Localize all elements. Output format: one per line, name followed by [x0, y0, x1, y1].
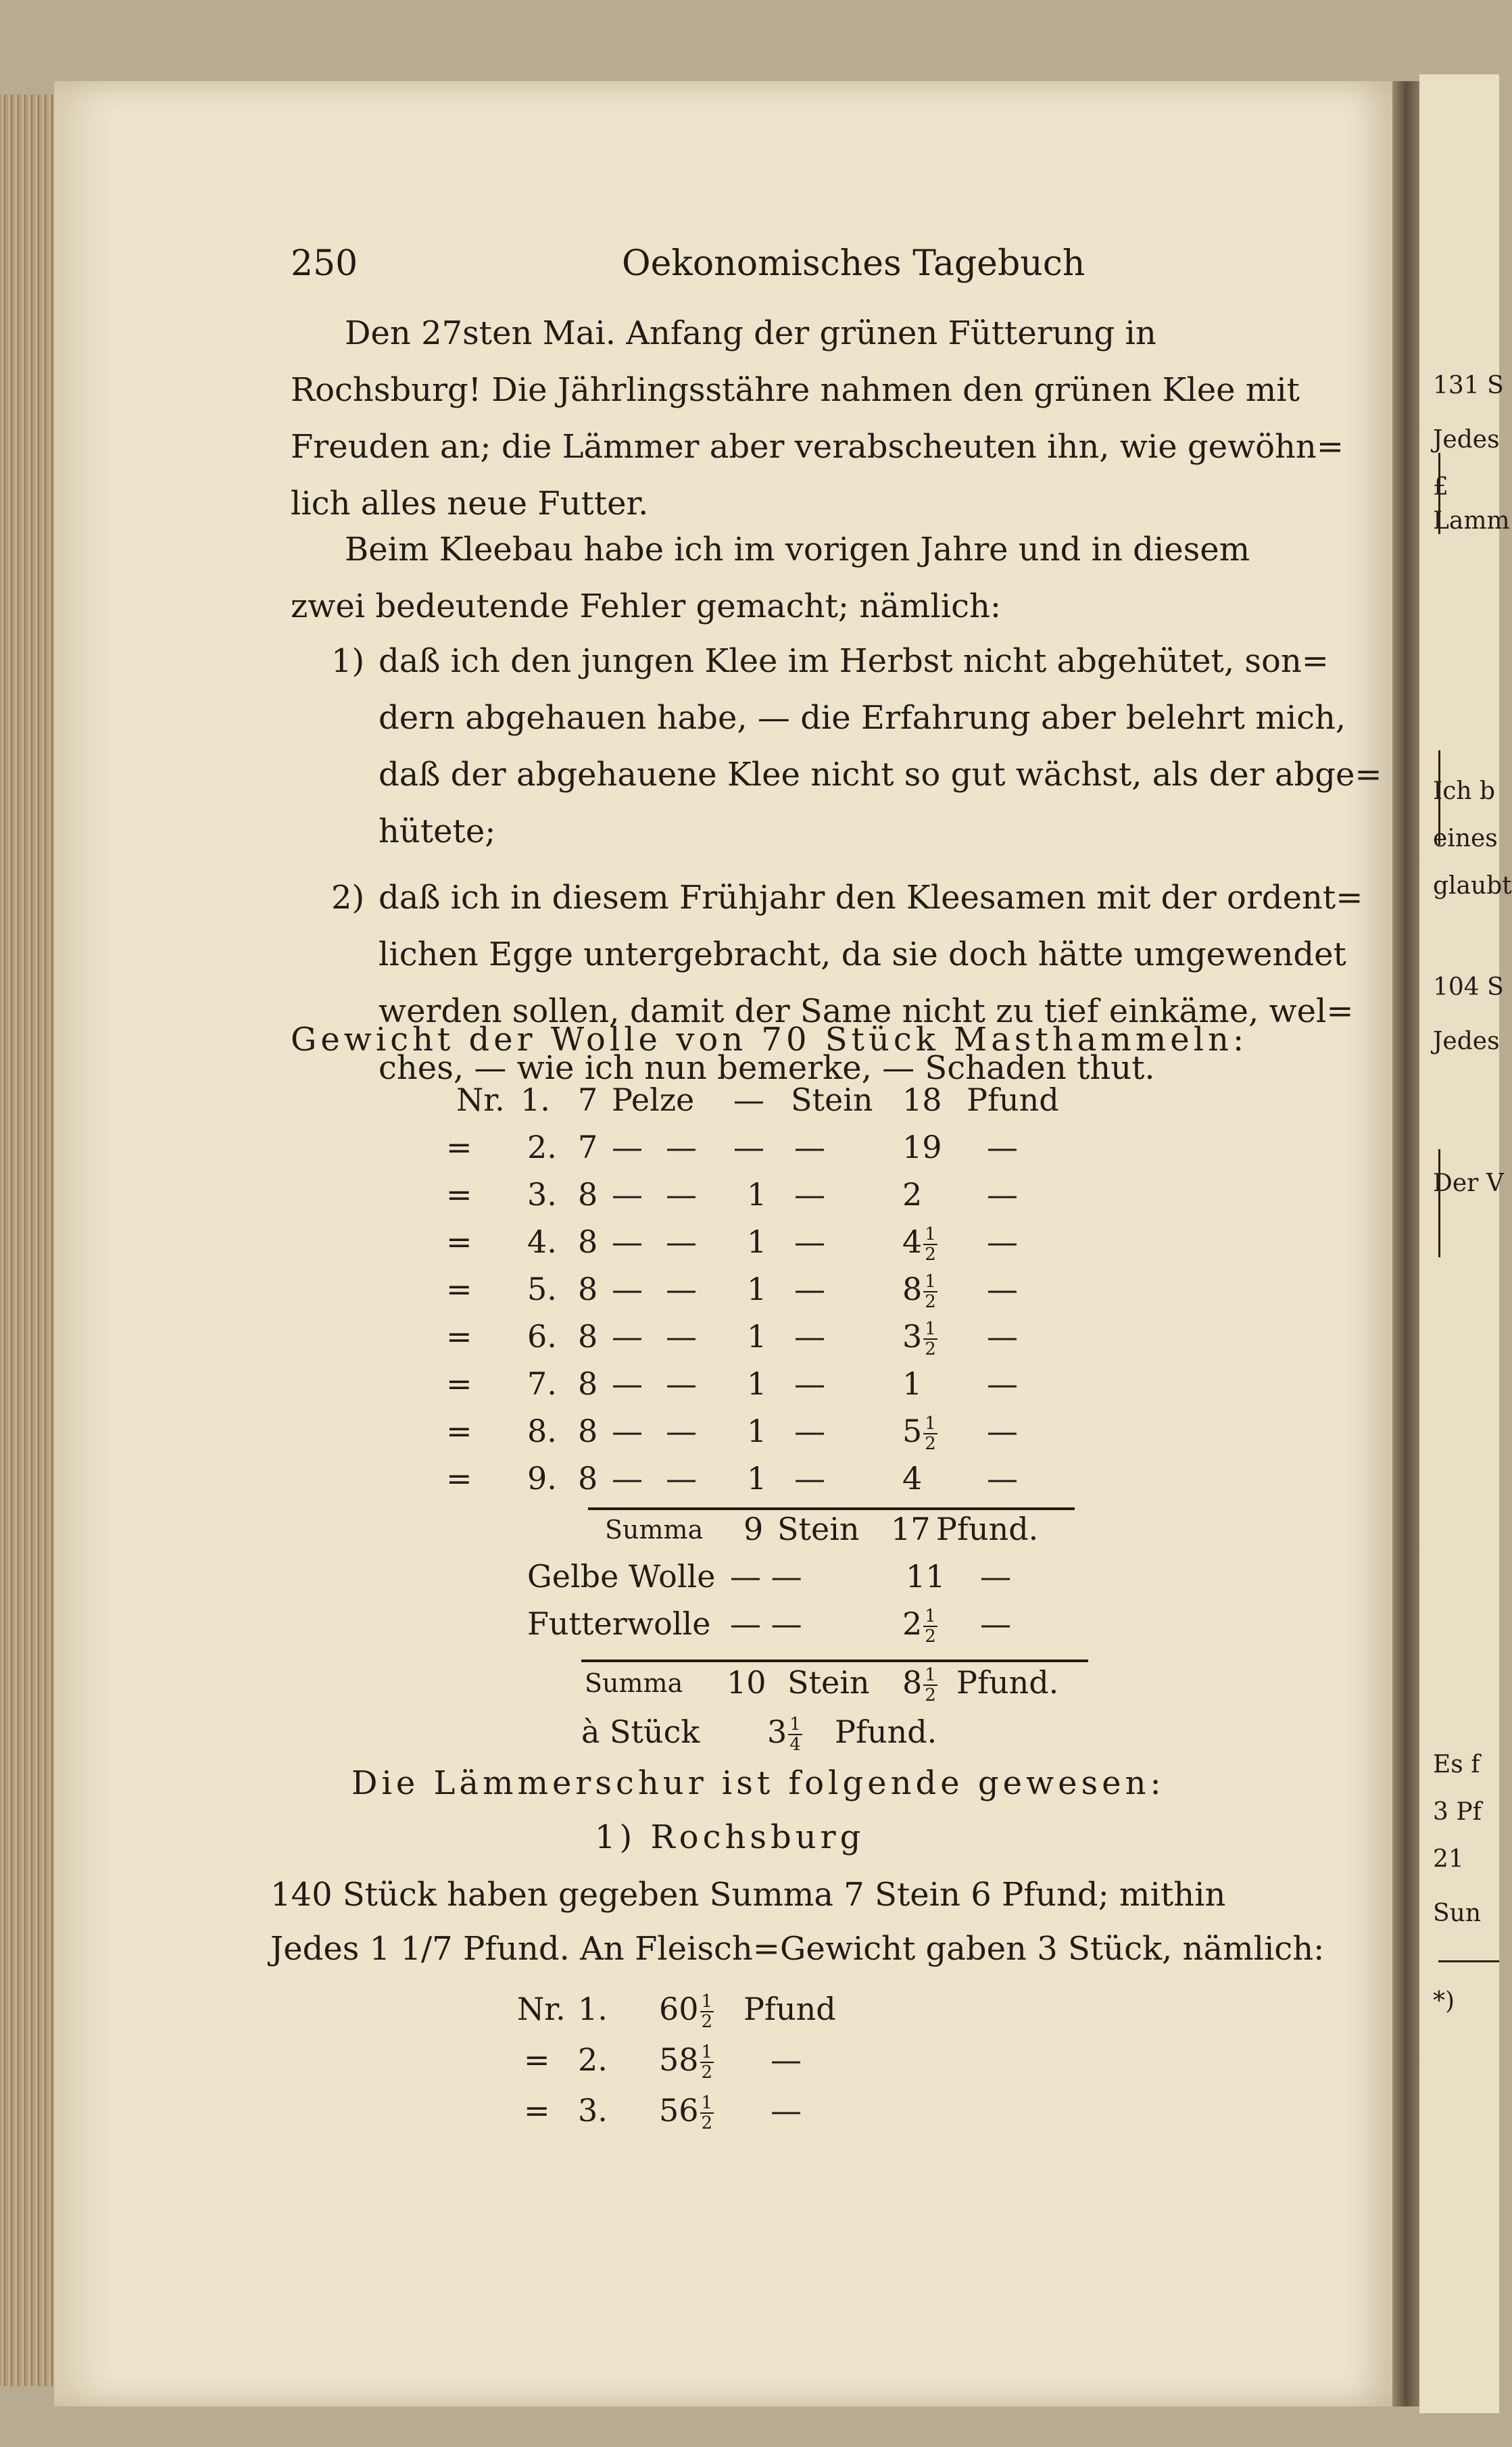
- pfund-dash: —: [794, 1365, 825, 1402]
- pfund-unit: —: [987, 1460, 1018, 1497]
- pelze-label: —: [612, 1365, 643, 1402]
- paragraph-1-line: Rochsburg! Die Jährlingsstähre nahmen den grünen Klee mit: [291, 371, 1300, 409]
- fraction-denominator: 2: [925, 1626, 936, 1647]
- pfund-value: 4 $\frac{1}{2}$: [902, 1224, 936, 1265]
- stein-value: 1: [747, 1271, 767, 1307]
- adjacent-page-text: Ich b: [1433, 777, 1496, 805]
- fraction: [923, 1607, 937, 1646]
- pfund-word: Pfund.: [936, 1511, 1039, 1547]
- futterwolle-row: [0, 1605, 1149, 1646]
- futter-value: 2 $\frac{1}{2}$: [902, 1605, 936, 1647]
- lamb-heading: Die Lämmerschur ist folgende gewesen:: [351, 1764, 1165, 1802]
- pfund-value: 3 $\frac{1}{2}$: [902, 1318, 936, 1359]
- fraction-numerator: 1: [701, 2093, 713, 2113]
- weight-value: 60 $\frac{1}{2}$: [659, 1991, 713, 2032]
- summa-stein: 10: [727, 1664, 766, 1701]
- page-number: 250: [291, 243, 358, 284]
- list-number: 1): [331, 642, 365, 680]
- adjacent-page-text: Lamm: [1433, 507, 1510, 535]
- row-number: 3.: [527, 1176, 557, 1213]
- book-gutter: [1392, 81, 1419, 2406]
- pelze-count: 8: [578, 1318, 598, 1355]
- pelze-count: 8: [578, 1224, 598, 1260]
- running-title: Oekonomisches Tagebuch: [622, 243, 1086, 284]
- per-piece-label: à Stück: [581, 1714, 700, 1750]
- pfund-unit: —: [987, 1413, 1018, 1449]
- row-mark: =: [524, 2041, 550, 2078]
- pelze-count: 7: [578, 1129, 598, 1165]
- fraction-numerator: 1: [701, 1991, 713, 2012]
- pelze-count: 8: [578, 1271, 598, 1307]
- fraction: [700, 2043, 714, 2082]
- row-number: 5.: [527, 1271, 557, 1307]
- row-number: 6.: [527, 1318, 557, 1355]
- row-mark: =: [446, 1176, 472, 1213]
- fraction-denominator: 2: [925, 1244, 936, 1265]
- pfund-value: 2: [902, 1176, 923, 1213]
- pfund-dash: —: [794, 1271, 825, 1307]
- fraction-numerator: 1: [925, 1665, 936, 1685]
- pelze-count: 8: [578, 1365, 598, 1402]
- fraction-numerator: 1: [925, 1319, 936, 1339]
- pfund-value: 1: [902, 1365, 923, 1402]
- lamb-subheading: 1) Rochsburg: [595, 1818, 865, 1856]
- stein-value: 1: [747, 1365, 767, 1402]
- adjacent-page-rule: [1438, 1960, 1499, 1962]
- row-mark: =: [446, 1224, 472, 1260]
- adjacent-page-text: glaubt: [1433, 872, 1512, 900]
- per-piece-row: [0, 1714, 1149, 1754]
- row-number: 2.: [578, 2041, 608, 2078]
- stein-value: 1: [747, 1413, 767, 1449]
- pfund-unit: Pfund: [967, 1082, 1059, 1118]
- fraction: [923, 1666, 937, 1705]
- pfund-value: 4: [902, 1460, 923, 1497]
- pfund-unit: —: [987, 1176, 1018, 1213]
- adjacent-page-text: £: [1433, 473, 1448, 501]
- weight-value: 56 $\frac{1}{2}$: [659, 2092, 713, 2133]
- dash: — —: [730, 1605, 802, 1642]
- row-number: 1.: [578, 1991, 608, 2027]
- adjacent-page-rule: [1438, 453, 1440, 534]
- adjacent-page-rule: [1438, 1149, 1440, 1257]
- pfund-dash: —: [666, 1176, 697, 1213]
- fraction: [700, 1992, 714, 2031]
- fraction-numerator: 1: [925, 1606, 936, 1626]
- pelze-count: 8: [578, 1413, 598, 1449]
- table-row: [0, 1176, 1149, 1217]
- pfund-unit: —: [987, 1271, 1018, 1307]
- table-row: [0, 1318, 1149, 1359]
- fraction-denominator: 2: [701, 2062, 713, 2083]
- per-piece-value: 3 $\frac{1}{4}$: [767, 1714, 801, 1755]
- dash: — —: [730, 1558, 802, 1595]
- pfund-unit: —: [987, 1365, 1018, 1402]
- list-item-line: ches, — wie ich nun bemerke, — Schaden thut.: [379, 1049, 1155, 1087]
- fraction-denominator: 2: [925, 1434, 936, 1454]
- pfund-dash: —: [794, 1318, 825, 1355]
- pelze-label: —: [612, 1413, 643, 1449]
- adjacent-page-fragment: [1419, 74, 1512, 2413]
- pfund-value: 8 $\frac{1}{2}$: [902, 1271, 936, 1312]
- row-mark: =: [524, 2092, 550, 2129]
- adjacent-page-text: Jedes: [1433, 1027, 1500, 1055]
- pelze-count: 7: [578, 1082, 598, 1118]
- fraction-numerator: 1: [701, 2042, 713, 2062]
- pelze-count: 8: [578, 1176, 598, 1213]
- pfund-dash: —: [666, 1460, 697, 1497]
- lamb-table-row: [0, 1991, 1149, 2031]
- pfund-dash: —: [666, 1271, 697, 1307]
- weight-unit: —: [771, 2041, 802, 2078]
- list-item-line: daß der abgehauene Klee nicht so gut wächst, als der abge=: [379, 756, 1382, 794]
- adjacent-page-text: eines: [1433, 825, 1498, 852]
- row-mark: =: [446, 1129, 472, 1165]
- fraction: [788, 1715, 802, 1754]
- summary-rule: [581, 1659, 1088, 1662]
- pelze-label: —: [612, 1224, 643, 1260]
- pfund-dash: —: [794, 1413, 825, 1449]
- list-item-line: dern abgehauen habe, — die Erfahrung aber belehrt mich,: [379, 699, 1346, 737]
- row-number: 9.: [527, 1460, 557, 1497]
- stein-value: —: [794, 1129, 825, 1165]
- pfund-value: 5 $\frac{1}{2}$: [902, 1413, 936, 1454]
- stein-dash: —: [733, 1129, 764, 1165]
- pfund-dash: —: [794, 1224, 825, 1260]
- futter-label: Futterwolle: [527, 1605, 711, 1642]
- fraction-numerator: 1: [789, 1714, 801, 1735]
- fraction-denominator: 2: [701, 2113, 713, 2133]
- table-row: [0, 1271, 1149, 1311]
- fraction-denominator: 2: [925, 1292, 936, 1312]
- row-number: 7.: [527, 1365, 557, 1402]
- fraction: [923, 1225, 937, 1264]
- list-item-line: daß ich den jungen Klee im Herbst nicht abgehütet, son=: [379, 642, 1329, 680]
- pfund-dash: —: [666, 1413, 697, 1449]
- pelze-label: —: [612, 1460, 643, 1497]
- row-mark: Nr.: [517, 1991, 566, 2027]
- pfund-dash: —: [666, 1129, 697, 1165]
- adjacent-page-text: Jedes: [1433, 426, 1500, 454]
- summa-stein: 9: [743, 1511, 764, 1547]
- gelbe-label: Gelbe Wolle: [527, 1558, 716, 1595]
- wool-table-heading: Gewicht der Wolle von 70 Stück Masthammeln:: [291, 1021, 1248, 1059]
- paragraph-1-line: lich alles neue Futter.: [291, 485, 649, 523]
- summa-total-row: [0, 1664, 1149, 1705]
- fraction-numerator: 1: [925, 1413, 936, 1434]
- pelze-label: —: [612, 1176, 643, 1213]
- pfund-dash: —: [666, 1365, 697, 1402]
- weight-value: 58 $\frac{1}{2}$: [659, 2041, 713, 2083]
- gelbe-value: 11: [906, 1558, 946, 1595]
- paragraph-1-line: Freuden an; die Lämmer aber verabscheuten ihn, wie gewöhn=: [291, 428, 1344, 466]
- fraction: [923, 1319, 937, 1359]
- adjacent-page-text: 131 S: [1433, 372, 1504, 399]
- adjacent-page-text: *): [1433, 1987, 1455, 2015]
- fraction: [700, 2093, 714, 2133]
- adjacent-page-text: Es f: [1433, 1751, 1480, 1778]
- paragraph-2-line: Beim Kleebau habe ich im vorigen Jahre und in diesem: [345, 531, 1250, 568]
- stein-value: 1: [747, 1224, 767, 1260]
- stein-value: 1: [747, 1176, 767, 1213]
- pfund-dash: —: [666, 1224, 697, 1260]
- row-number: 1.: [520, 1082, 550, 1118]
- adjacent-page-text: 104 S: [1433, 973, 1504, 1001]
- list-item-line: werden sollen, damit der Same nicht zu tief einkäme, wel=: [379, 992, 1354, 1030]
- row-mark: =: [446, 1318, 472, 1355]
- paragraph-1-line: Den 27sten Mai. Anfang der grünen Fütterung in: [345, 314, 1156, 352]
- stein-value: Stein: [791, 1082, 873, 1118]
- row-mark: =: [446, 1413, 472, 1449]
- stein-word: Stein: [777, 1511, 860, 1547]
- fraction-denominator: 2: [925, 1685, 936, 1705]
- pfund-value: 19: [902, 1129, 942, 1165]
- fraction: [923, 1414, 937, 1453]
- stein-word: Stein: [787, 1664, 870, 1701]
- adjacent-page-text: Sun: [1433, 1899, 1482, 1927]
- list-number: 2): [331, 879, 365, 917]
- pfund-unit: —: [987, 1224, 1018, 1260]
- adjacent-page-text: 21: [1433, 1845, 1464, 1873]
- list-item-line: daß ich in diesem Frühjahr den Kleesamen mit der ordent=: [379, 879, 1363, 917]
- lamb-paragraph-line: 140 Stück haben gegeben Summa 7 Stein 6 Pfund; mithin: [270, 1876, 1226, 1914]
- fraction-denominator: 4: [789, 1735, 801, 1755]
- summa-label: Summa: [605, 1515, 704, 1545]
- pfund-unit: —: [987, 1129, 1018, 1165]
- fraction-denominator: 2: [925, 1339, 936, 1359]
- pfund-dash: —: [666, 1318, 697, 1355]
- row-number: 4.: [527, 1224, 557, 1260]
- table-row: [0, 1460, 1149, 1501]
- pelze-label: Pelze: [612, 1082, 695, 1118]
- summa-pfund: 17: [891, 1511, 931, 1547]
- dash: —: [980, 1558, 1011, 1595]
- table-row: [0, 1365, 1149, 1406]
- adjacent-page-rule: [1438, 750, 1440, 845]
- adjacent-page-text: Der V: [1433, 1169, 1504, 1197]
- row-mark: =: [446, 1460, 472, 1497]
- fraction-numerator: 1: [925, 1224, 936, 1244]
- table-row: [0, 1224, 1149, 1264]
- list-item-line: lichen Egge untergebracht, da sie doch hätte umgewendet: [379, 936, 1346, 973]
- paragraph-2-line: zwei bedeutende Fehler gemacht; nämlich:: [291, 587, 1002, 625]
- stein-value: 1: [747, 1318, 767, 1355]
- row-number: 8.: [527, 1413, 557, 1449]
- summa-pfund: 8 $\frac{1}{2}$: [902, 1664, 936, 1705]
- weight-unit: —: [771, 2092, 802, 2129]
- fraction: [923, 1272, 937, 1311]
- summa-label: Summa: [585, 1668, 683, 1698]
- pfund-value: 18: [902, 1082, 942, 1118]
- per-piece-unit: Pfund.: [835, 1714, 937, 1750]
- row-mark: =: [446, 1271, 472, 1307]
- stein-value: 1: [747, 1460, 767, 1497]
- table-row: [0, 1082, 1149, 1122]
- row-mark: =: [446, 1365, 472, 1402]
- pfund-unit: —: [987, 1318, 1018, 1355]
- pelze-label: —: [612, 1271, 643, 1307]
- row-number: 3.: [578, 2092, 608, 2129]
- list-item-line: hütete;: [379, 813, 496, 850]
- summa-row: [0, 1511, 1149, 1551]
- fraction-denominator: 2: [701, 2012, 713, 2032]
- lamb-table-row: [0, 2092, 1149, 2133]
- lamb-table-row: [0, 2041, 1149, 2082]
- row-mark: Nr.: [456, 1082, 505, 1118]
- lamb-paragraph-line: Jedes 1 1/7 Pfund. An Fleisch=Gewicht gaben 3 Stück, nämlich:: [270, 1930, 1325, 1968]
- fraction-numerator: 1: [925, 1271, 936, 1292]
- summary-rule: [588, 1507, 1075, 1510]
- pfund-word: Pfund.: [956, 1664, 1059, 1701]
- table-row: [0, 1413, 1149, 1453]
- pelze-count: 8: [578, 1460, 598, 1497]
- table-row: [0, 1129, 1149, 1169]
- dash: —: [980, 1605, 1011, 1642]
- pfund-dash: —: [794, 1460, 825, 1497]
- pfund-dash: —: [794, 1176, 825, 1213]
- row-number: 2.: [527, 1129, 557, 1165]
- stein-dash: —: [733, 1082, 764, 1118]
- gelbe-wolle-row: [0, 1558, 1149, 1599]
- weight-unit: Pfund: [743, 1991, 836, 2027]
- adjacent-page-text: 3 Pf: [1433, 1798, 1482, 1826]
- pelze-label: —: [612, 1318, 643, 1355]
- pelze-label: —: [612, 1129, 643, 1165]
